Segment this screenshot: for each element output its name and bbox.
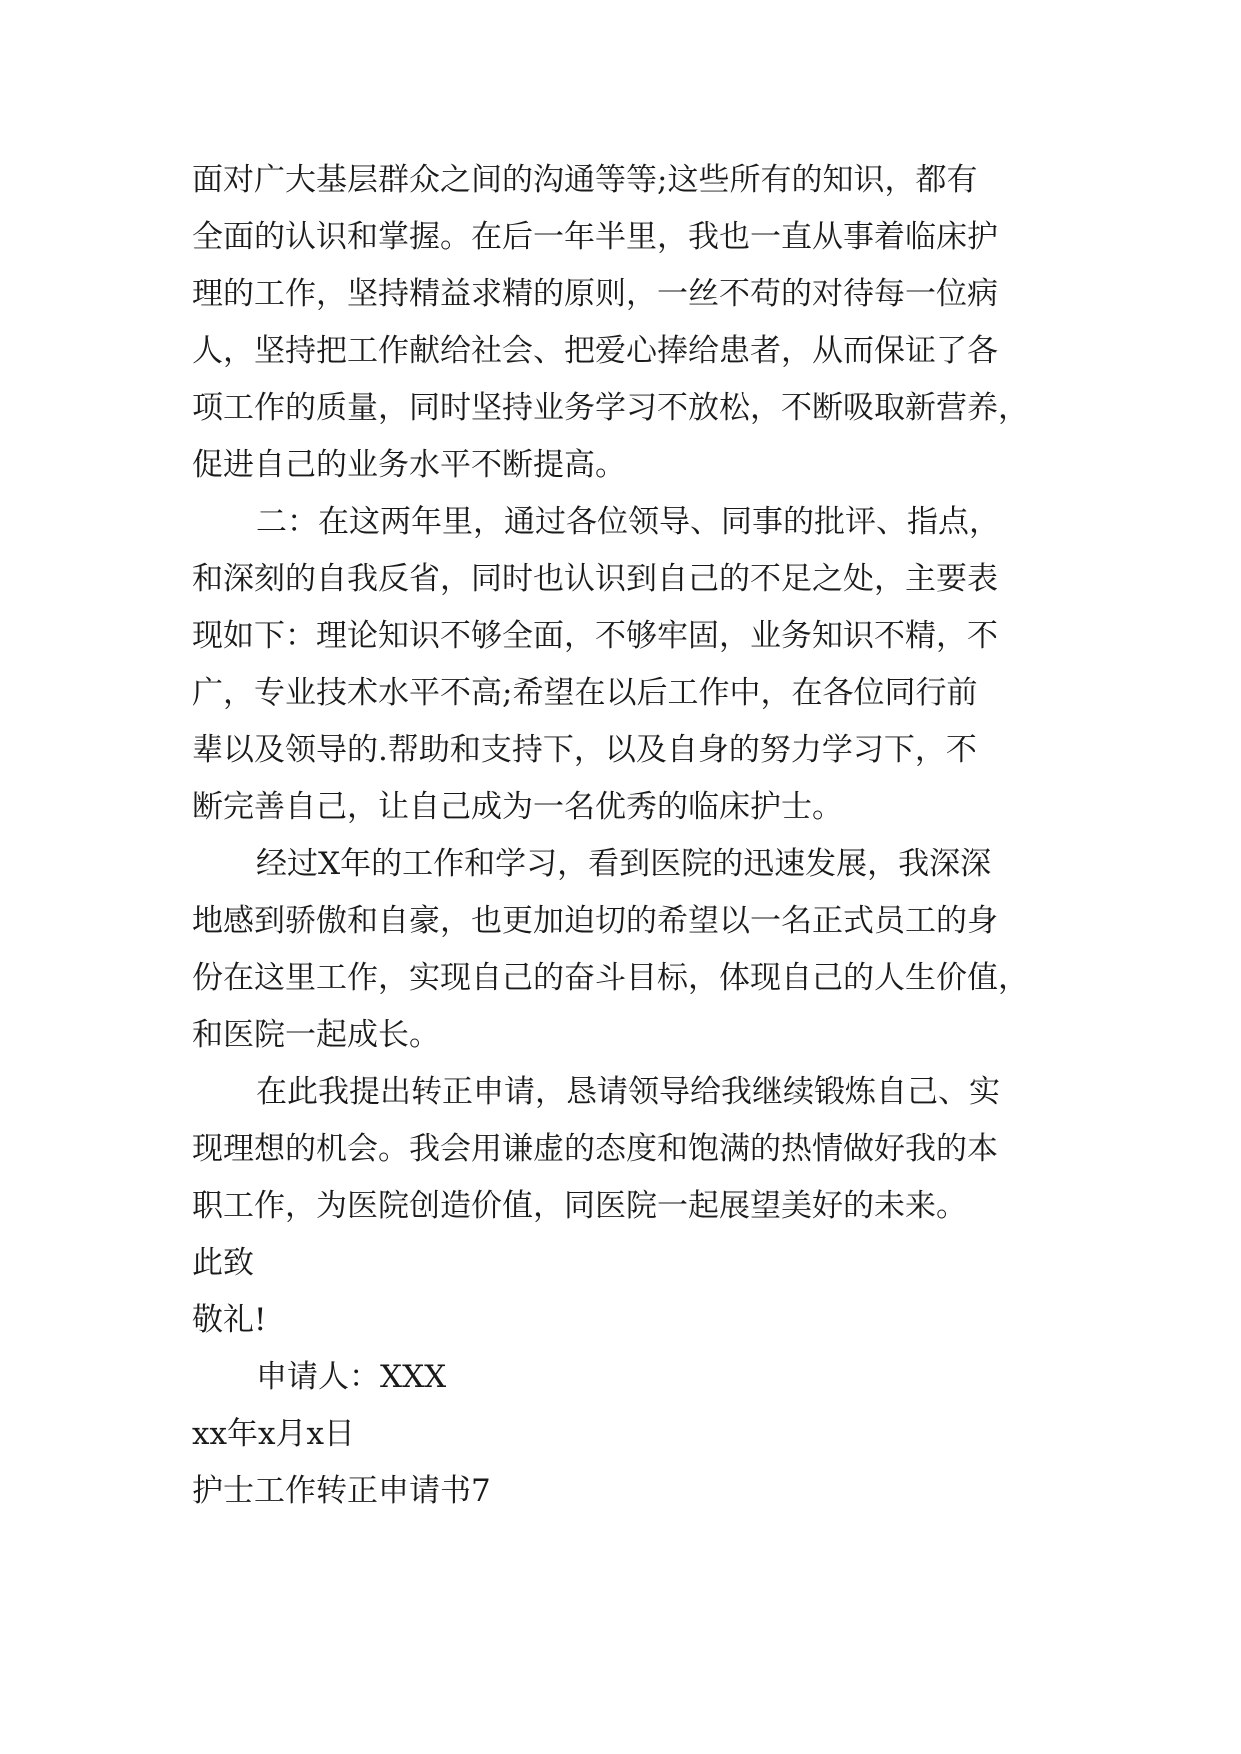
paragraph-start-line: 在此我提出转正申请，恳请领导给我继续锻炼自己、实 — [256, 1074, 1000, 1110]
text-line: 促进自己的业务水平不断提高。 — [192, 447, 626, 483]
date-line: xx年x月x日 — [192, 1416, 355, 1452]
text-line: 和深刻的自我反省，同时也认识到自己的不足之处，主要表 — [192, 561, 998, 597]
text-line: 现如下：理论知识不够全面，不够牢固，业务知识不精，不 — [192, 618, 998, 654]
closing-regards: 敬礼! — [192, 1302, 267, 1338]
section-heading: 护士工作转正申请书7 — [192, 1473, 491, 1509]
text-line: 职工作，为医院创造价值，同医院一起展望美好的未来。 — [192, 1188, 967, 1224]
paragraph-start-line: 经过X年的工作和学习，看到医院的迅速发展，我深深 — [256, 846, 992, 882]
text-line: 项工作的质量，同时坚持业务学习不放松，不断吸取新营养， — [192, 390, 1029, 426]
text-line: 和医院一起成长。 — [192, 1017, 440, 1053]
text-line: 辈以及领导的.帮助和支持下，以及自身的努力学习下，不 — [192, 732, 977, 768]
applicant-signature: 申请人：XXX — [256, 1359, 447, 1395]
text-line: 广，专业技术水平不高;希望在以后工作中，在各位同行前 — [192, 675, 978, 711]
text-line: 地感到骄傲和自豪，也更加迫切的希望以一名正式员工的身 — [192, 903, 998, 939]
text-line: 全面的认识和掌握。在后一年半里，我也一直从事着临床护 — [192, 219, 998, 255]
closing-salutation: 此致 — [192, 1245, 254, 1281]
text-line: 现理想的机会。我会用谦虚的态度和饱满的热情做好我的本 — [192, 1131, 998, 1167]
text-line: 理的工作，坚持精益求精的原则，一丝不苟的对待每一位病 — [192, 276, 998, 312]
text-line: 人，坚持把工作献给社会、把爱心捧给患者，从而保证了各 — [192, 333, 998, 369]
text-line: 份在这里工作，实现自己的奋斗目标，体现自己的人生价值， — [192, 960, 1029, 996]
text-line: 面对广大基层群众之间的沟通等等;这些所有的知识，都有 — [192, 162, 978, 198]
text-line: 断完善自己，让自己成为一名优秀的临床护士。 — [192, 789, 843, 825]
paragraph-start-line: 二：在这两年里，通过各位领导、同事的批评、指点， — [256, 504, 1000, 540]
